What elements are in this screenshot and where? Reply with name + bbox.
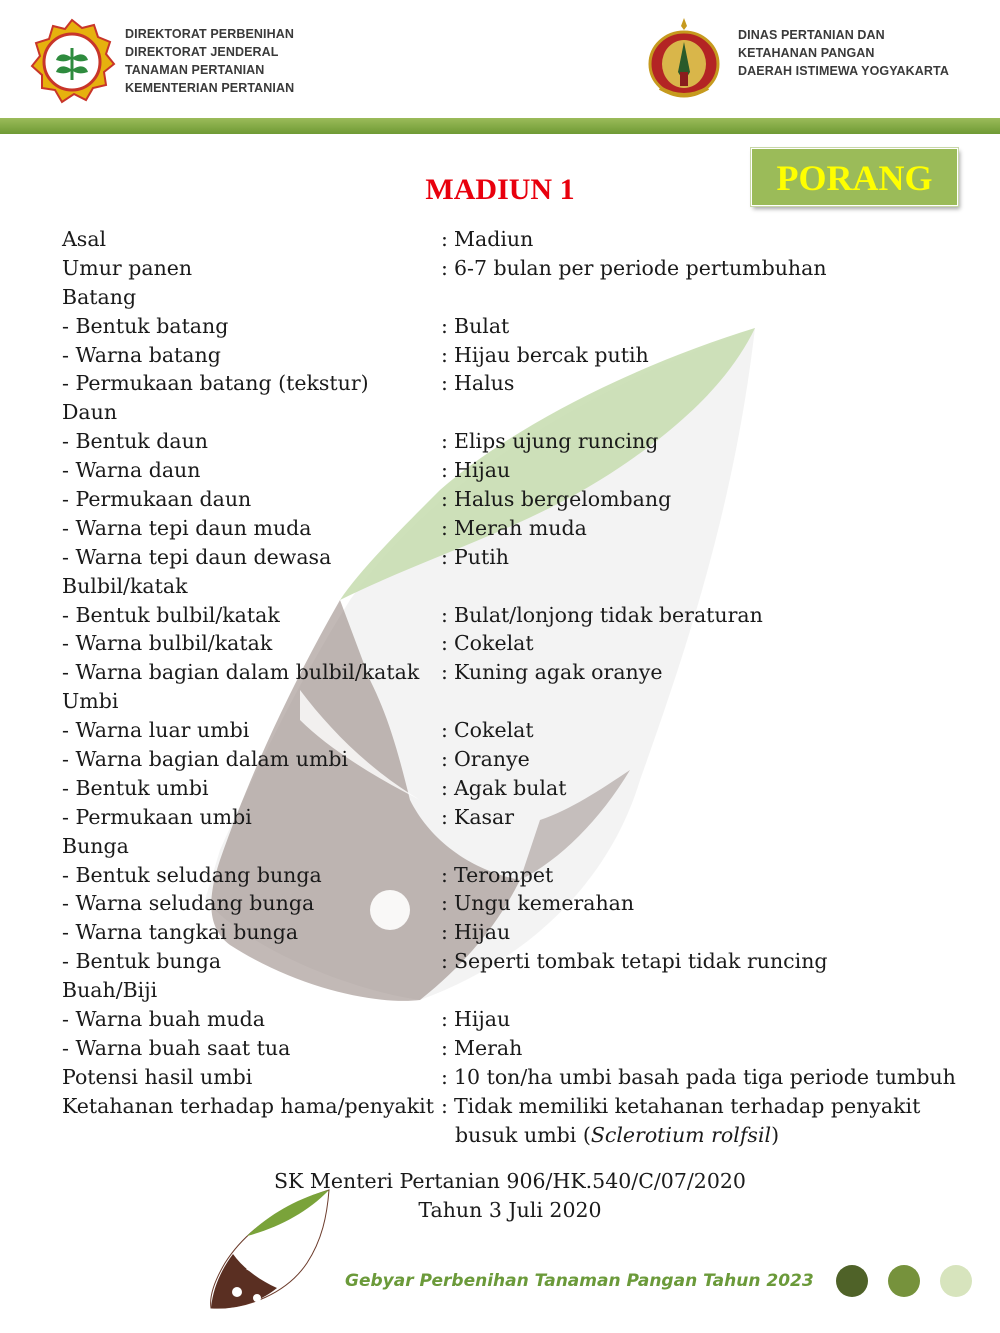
row-label: - Bentuk batang [62, 313, 229, 338]
row-value: Oranye [454, 747, 530, 772]
row-separator: : [441, 804, 448, 829]
description-table [62, 225, 962, 1150]
table-row [62, 976, 962, 1005]
row-separator: : [441, 342, 448, 367]
table-row [62, 543, 962, 572]
row-label: - Warna seludang bunga [62, 891, 315, 916]
row-label: - Bentuk daun [62, 429, 208, 454]
table-row [62, 283, 962, 312]
header-line: KETAHANAN PANGAN [738, 46, 875, 60]
ministry-header [125, 25, 294, 97]
row-separator: : [441, 487, 448, 512]
table-row [62, 1063, 962, 1092]
table-row [62, 832, 962, 861]
row-label: - Bentuk seludang bunga [62, 862, 322, 887]
diy-emblem [646, 16, 722, 102]
table-row [62, 312, 962, 341]
row-value: Terompet [454, 862, 554, 887]
table-row [62, 918, 962, 947]
table-row [62, 485, 962, 514]
commodity-badge: PORANG [751, 148, 958, 206]
row-value: Hijau [454, 458, 511, 483]
table-row [62, 687, 962, 716]
row-separator: : [441, 227, 448, 251]
row-value: Cokelat [454, 631, 534, 656]
table-row [62, 1092, 962, 1121]
header-line: DAERAH ISTIMEWA YOGYAKARTA [738, 64, 949, 78]
header-line: DIREKTORAT PERBENIHAN [125, 27, 295, 41]
table-row [62, 514, 962, 543]
page-title: MADIUN 1 [425, 173, 575, 206]
row-value: Kuning agak oranye [454, 660, 663, 685]
row-value: Merah [454, 1035, 523, 1060]
row-value: Tidak memiliki ketahanan terhadap penyakit [454, 1093, 921, 1118]
row-label: - Permukaan batang (tekstur) [62, 371, 369, 396]
row-separator: : [441, 862, 448, 887]
agency-header [738, 26, 949, 80]
row-label: Potensi hasil umbi [62, 1064, 253, 1089]
table-row [62, 889, 962, 918]
row-value: Madiun [454, 227, 534, 251]
row-value: Seperti tombak tetapi tidak runcing [454, 949, 828, 974]
row-separator: : [441, 544, 448, 569]
decree-date: Tahun 3 Juli 2020 [418, 1198, 602, 1222]
row-value: Kasar [454, 804, 515, 829]
table-row [62, 341, 962, 370]
row-value: Putih [454, 544, 509, 569]
row-value: Elips ujung runcing [454, 429, 659, 454]
table-row [62, 629, 962, 658]
row-value: Bulat [454, 313, 510, 338]
row-separator: : [441, 1093, 448, 1118]
value-suffix: ) [771, 1122, 780, 1147]
row-value: Halus [454, 371, 515, 396]
row-separator: : [441, 313, 448, 338]
row-label: Bulbil/katak [62, 573, 188, 598]
row-separator: : [441, 747, 448, 772]
pathogen-species: Sclerotium rolfsil [590, 1122, 772, 1147]
row-label: - Warna tangkai bunga [62, 920, 299, 945]
event-tagline: Gebyar Perbenihan Tanaman Pangan Tahun 2023 [345, 1271, 814, 1291]
table-row [62, 225, 962, 254]
row-label: - Warna tepi daun dewasa [62, 544, 332, 569]
row-separator: : [441, 660, 448, 685]
row-separator: : [441, 255, 448, 280]
row-label: Ketahanan terhadap hama/penyakit [62, 1093, 434, 1118]
table-row [62, 369, 962, 398]
table-row [62, 947, 962, 976]
row-value: Hijau bercak putih [454, 342, 649, 367]
value-prefix: busuk umbi ( [455, 1122, 591, 1147]
row-label: Buah/Biji [62, 978, 158, 1003]
table-row [62, 254, 962, 283]
leaf-logo [207, 1188, 332, 1313]
header-line: DIREKTORAT JENDERAL [125, 45, 279, 59]
row-value: Agak bulat [454, 775, 567, 800]
row-label: - Warna buah muda [62, 1007, 265, 1032]
row-separator: : [441, 429, 448, 454]
table-row [62, 745, 962, 774]
row-separator: : [441, 602, 448, 627]
row-label: Batang [62, 284, 137, 309]
table-row [62, 658, 962, 687]
page-dot-1 [836, 1265, 868, 1297]
row-label: Asal [62, 227, 107, 251]
row-separator: : [441, 1007, 448, 1032]
header-line: DINAS PERTANIAN DAN [738, 28, 885, 42]
row-separator: : [441, 718, 448, 743]
row-label: Umur panen [62, 255, 193, 280]
page-dot-3 [940, 1265, 972, 1297]
row-label: - Bentuk bulbil/katak [62, 602, 280, 627]
row-separator: : [441, 920, 448, 945]
row-value: Hijau [454, 920, 511, 945]
table-row [62, 861, 962, 890]
row-label: - Permukaan umbi [62, 804, 252, 829]
row-label: - Warna tepi daun muda [62, 515, 312, 540]
row-value: Hijau [454, 1007, 511, 1032]
table-row [62, 1005, 962, 1034]
row-label: - Warna daun [62, 458, 201, 483]
table-row [62, 427, 962, 456]
row-separator: : [441, 775, 448, 800]
row-label: - Bentuk bunga [62, 949, 222, 974]
row-label: Umbi [62, 689, 119, 714]
row-value: 6-7 bulan per periode pertumbuhan [454, 255, 827, 280]
table-row-continuation [62, 1121, 962, 1150]
row-label: Bunga [62, 833, 129, 858]
header-divider [0, 118, 1000, 134]
row-separator: : [441, 631, 448, 656]
table-row [62, 601, 962, 630]
kementan-logo [28, 18, 116, 106]
row-label: - Bentuk umbi [62, 775, 209, 800]
table-row [62, 803, 962, 832]
decree-number: SK Menteri Pertanian 906/HK.540/C/07/2020 [274, 1169, 746, 1193]
table-row [62, 572, 962, 601]
row-separator: : [441, 1035, 448, 1060]
table-row [62, 1034, 962, 1063]
table-row [62, 716, 962, 745]
table-row [62, 398, 962, 427]
row-value-continuation [455, 1121, 779, 1150]
row-separator: : [441, 1064, 448, 1089]
row-separator: : [441, 458, 448, 483]
header-line: TANAMAN PERTANIAN [125, 63, 265, 77]
row-label: Daun [62, 400, 118, 425]
row-label: - Warna bulbil/katak [62, 631, 273, 656]
header-line: KEMENTERIAN PERTANIAN [125, 81, 295, 95]
table-row [62, 456, 962, 485]
row-separator: : [441, 515, 448, 540]
page-dot-2 [888, 1265, 920, 1297]
row-label: - Warna bagian dalam umbi [62, 747, 349, 772]
row-label: - Warna luar umbi [62, 718, 250, 743]
row-separator: : [441, 891, 448, 916]
row-label: - Warna bagian dalam bulbil/katak [62, 660, 420, 685]
row-value: Bulat/lonjong tidak beraturan [454, 602, 763, 627]
row-value: Ungu kemerahan [454, 891, 635, 916]
table-row [62, 774, 962, 803]
row-value: 10 ton/ha umbi basah pada tiga periode tumbuh [454, 1064, 956, 1089]
decree-reference [0, 1167, 1000, 1225]
row-label: - Warna buah saat tua [62, 1035, 291, 1060]
row-separator: : [441, 371, 448, 396]
row-label: - Warna batang [62, 342, 221, 367]
row-value: Merah muda [454, 515, 587, 540]
row-value: Halus bergelombang [454, 487, 672, 512]
row-separator: : [441, 949, 448, 974]
row-value: Cokelat [454, 718, 534, 743]
row-label: - Permukaan daun [62, 487, 252, 512]
